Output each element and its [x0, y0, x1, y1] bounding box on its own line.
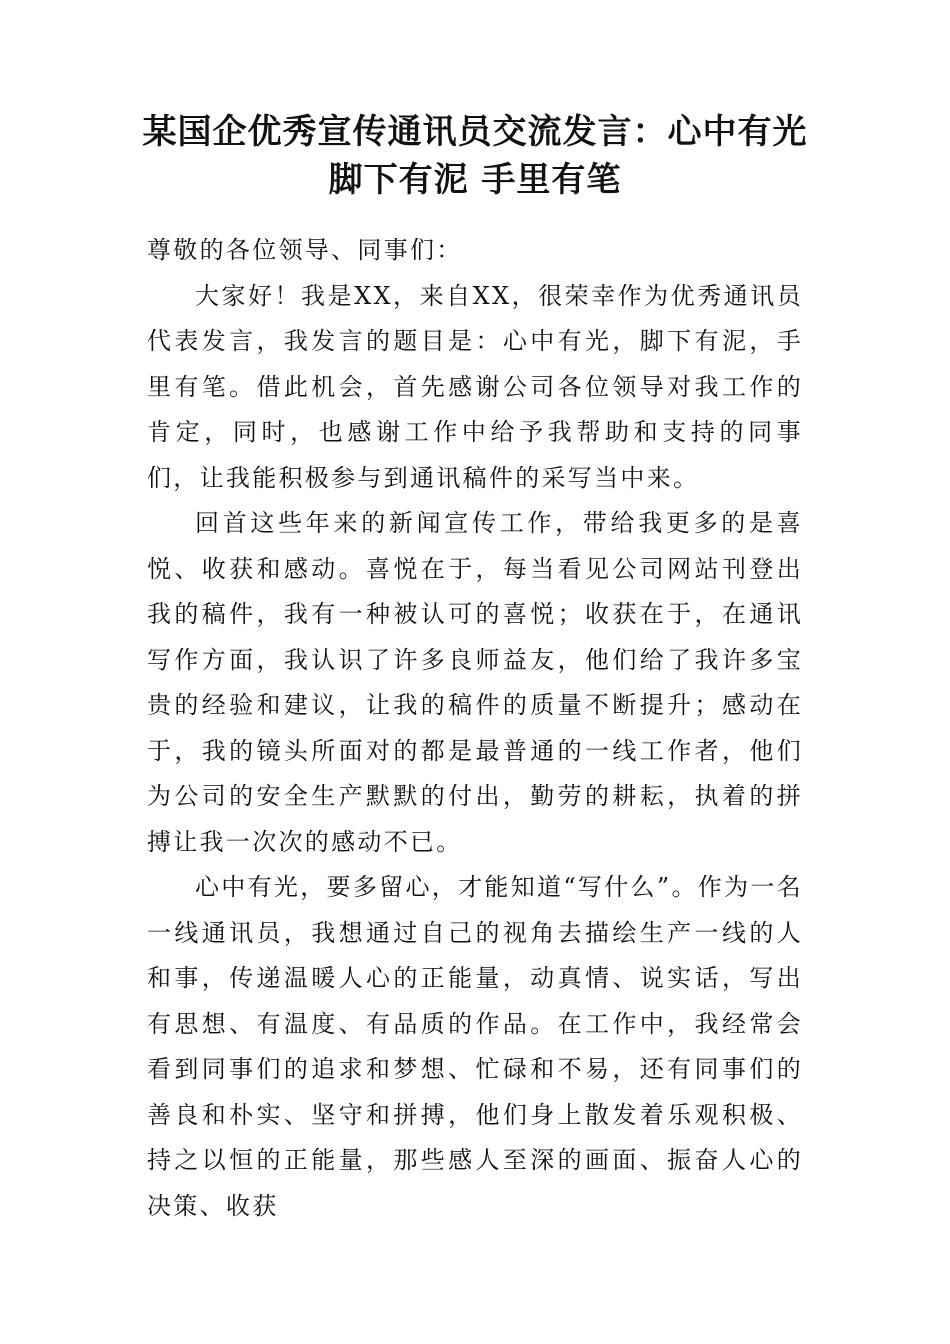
- body-paragraph-3: 心中有光，要多留心，才能知道“写什么”。作为一名一线通讯员，我想通过自己的视角去描绘生产一线的人和事，传递温暖人心的正能量，动真情、说实话，写出有思想、有温度、有品质的作品。在工作中，我经常会看到同事们的追求和梦想、忙碌和不易，还有同事们的善良和朴实、坚守和拼搏，他们身上散发着乐观积极、持之以恒的正能量，那些感人至深的画面、振奋人心的决策、收获: [147, 873, 803, 1220]
- document-title: 某国企优秀宣传通讯员交流发言：心中有光 脚下有泥 手里有笔: [142, 112, 808, 200]
- body-paragraph-1: 大家好！我是XX，来自XX，很荣幸作为优秀通讯员代表发言，我发言的题目是：心中有光，脚下有泥，手里有笔。借此机会，首先感谢公司各位领导对我工作的肯定，同时，也感谢工作中给予我帮助和支持的同事们，让我能积极参与到通讯稿件的采写当中来。: [147, 281, 803, 492]
- document-body: [147, 228, 803, 1229]
- body-paragraph-2: 回首这些年来的新闻宣传工作，带给我更多的是喜悦、收获和感动。喜悦在于，每当看见公司网站刊登出我的稿件，我有一种被认可的喜悦；收获在于，在通讯写作方面，我认识了许多良师益友，他们给了我许多宝贵的经验和建议，让我的稿件的质量不断提升；感动在于，我的镜头所面对的都是最普通的一线工作者，他们为公司的安全生产默默的付出，勤劳的耕耘，执着的拼搏让我一次次的感动不已。: [147, 509, 803, 856]
- salutation: 尊敬的各位领导、同事们：: [147, 236, 463, 264]
